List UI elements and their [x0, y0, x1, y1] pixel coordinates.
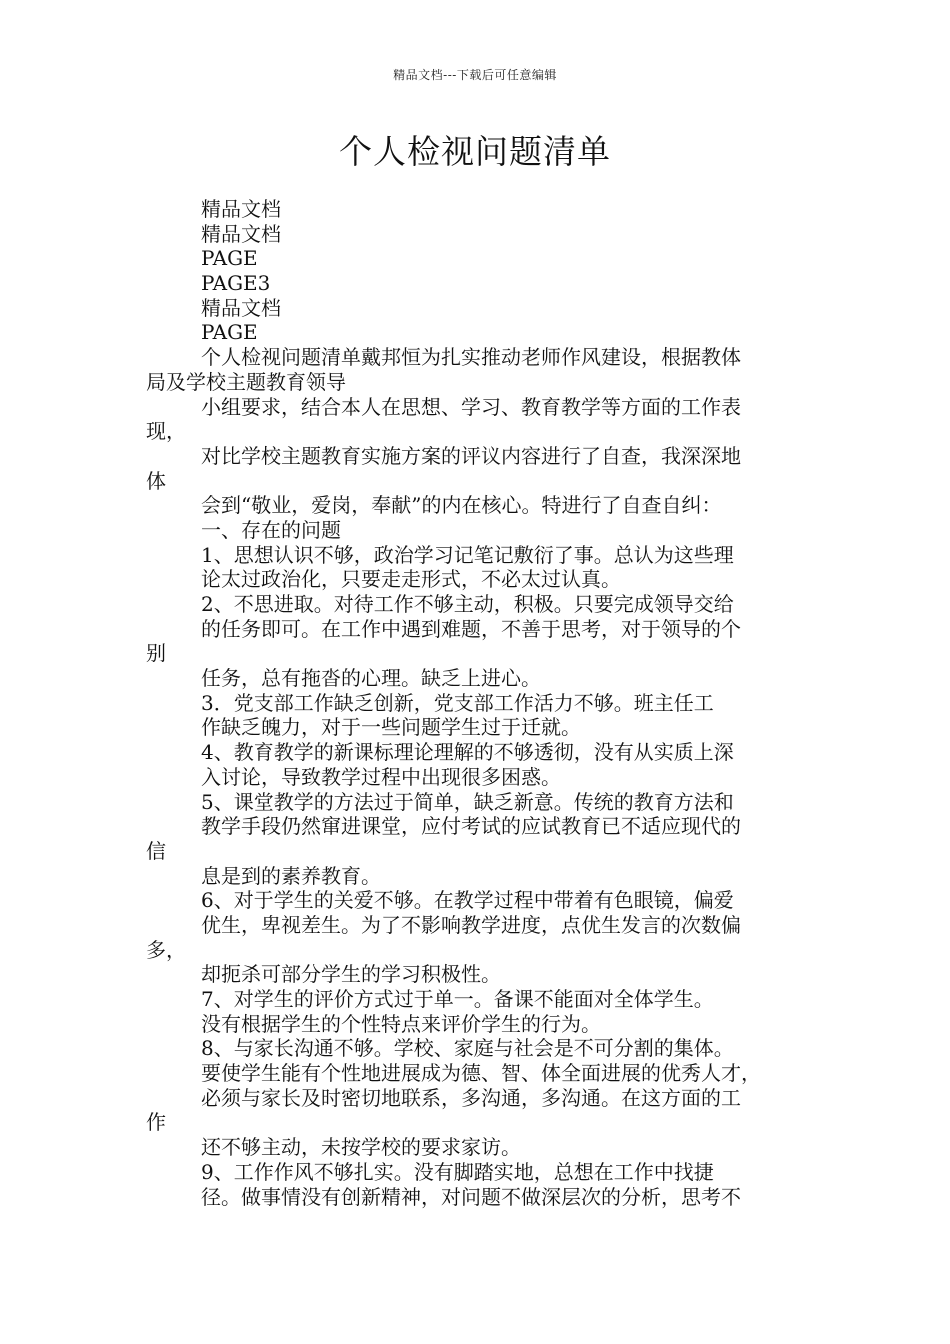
- text-line: 作缺乏魄力，对于一些问题学生过于迁就。: [201, 715, 581, 740]
- text-line: 7、对学生的评价方式过于单一。备课不能面对全体学生。: [201, 987, 714, 1011]
- text-line: 别: [146, 641, 166, 666]
- text-line: 5、课堂教学的方法过于简单，缺乏新意。传统的教育方法和: [201, 789, 734, 814]
- text-line: 精品文档: [201, 221, 281, 246]
- text-line: 现，: [146, 419, 186, 444]
- text-line: 的任务即可。在工作中遇到难题，不善于思考，对于领导的个: [201, 616, 741, 641]
- text-line: 个人检视问题清单戴邦恒为扎实推动老师作风建设，根据教体: [201, 345, 741, 370]
- text-line: PAGE: [201, 320, 258, 345]
- text-line: 6、对于学生的关爱不够。在教学过程中带着有色眼镜，偏爱: [201, 888, 734, 913]
- text-line: 局及学校主题教育领导: [146, 369, 346, 394]
- text-line: 9、工作作风不够扎实。没有脚踏实地，总想在工作中找捷: [201, 1159, 714, 1184]
- document-header-note: 精品文档---下载后可任意编辑: [393, 68, 557, 82]
- text-line: 2、不思进取。对待工作不够主动，积极。只要完成领导交给: [201, 592, 734, 616]
- document-body: [146, 197, 826, 1209]
- text-line: 论太过政治化，只要走走形式，不必太过认真。: [201, 567, 621, 592]
- text-line: 精品文档: [201, 295, 281, 320]
- text-line: 对比学校主题教育实施方案的评议内容进行了自查，我深深地: [201, 443, 741, 468]
- text-line: 入讨论，导致教学过程中出现很多困惑。: [201, 764, 561, 789]
- text-line: 1、思想认识不够，政治学习记笔记敷衍了事。总认为这些理: [201, 542, 734, 567]
- text-line: 没有根据学生的个性特点来评价学生的行为。: [201, 1011, 601, 1036]
- text-line: 息是到的素养教育。: [201, 863, 381, 888]
- text-line: 体: [146, 468, 166, 493]
- text-line: 信: [146, 838, 166, 863]
- text-line: 一、存在的问题: [201, 517, 341, 542]
- text-line: 任务，总有拖沓的心理。缺乏上进心。: [201, 666, 541, 691]
- text-line: 作: [146, 1110, 166, 1135]
- text-line: 优生，卑视差生。为了不影响教学进度，点优生发言的次数偏: [201, 912, 741, 937]
- document-title: 个人检视问题清单: [339, 132, 611, 171]
- text-line: PAGE3: [201, 271, 271, 296]
- text-line: 径。做事情没有创新精神，对问题不做深层次的分析，思考不: [201, 1184, 741, 1209]
- text-line: 精品文档: [201, 197, 281, 221]
- text-line: 却扼杀可部分学生的学习积极性。: [201, 962, 501, 987]
- text-line: 教学手段仍然窜进课堂，应付考试的应试教育已不适应现代的: [201, 814, 741, 839]
- text-line: 多，: [146, 937, 186, 962]
- text-line: 必须与家长及时密切地联系，多沟通，多沟通。在这方面的工: [201, 1085, 741, 1110]
- text-line: 3．党支部工作缺乏创新，党支部工作活力不够。班主任工: [201, 690, 714, 715]
- text-line: 4、教育教学的新课标理论理解的不够透彻，没有从实质上深: [201, 740, 734, 765]
- text-line: 还不够主动，未按学校的要求家访。: [201, 1135, 521, 1160]
- text-line: 要使学生能有个性地进展成为德、智、体全面进展的优秀人才，: [201, 1061, 761, 1086]
- text-line: 8、与家长沟通不够。学校、家庭与社会是不可分割的集体。: [201, 1036, 734, 1061]
- text-line: PAGE: [201, 246, 258, 271]
- text-line: 小组要求，结合本人在思想、学习、教育教学等方面的工作表: [201, 394, 741, 419]
- text-line: 会到“敬业，爱岗，奉献”的内在核心。特进行了自查自纠：: [201, 493, 722, 518]
